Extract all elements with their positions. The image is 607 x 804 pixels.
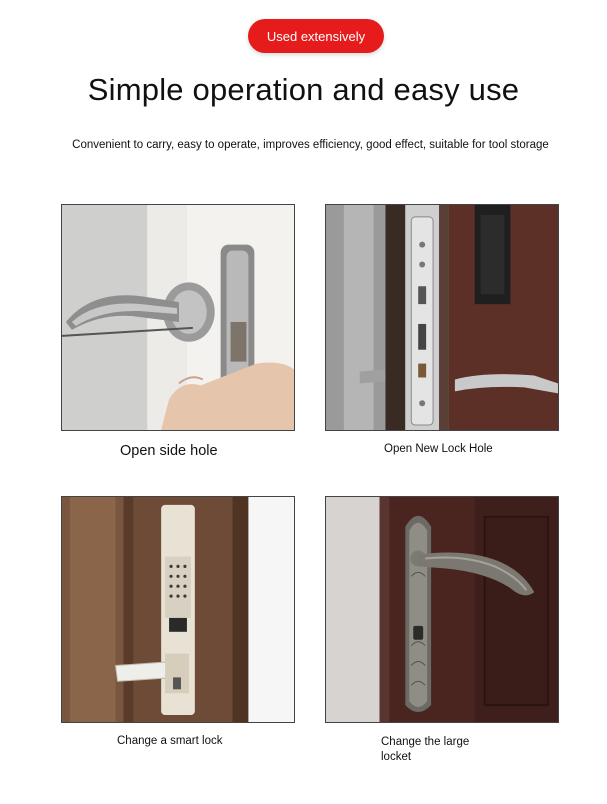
used-extensively-badge: Used extensively — [248, 19, 384, 53]
smart-lock-mortise-photo — [325, 204, 559, 431]
caption-open-new-lock-hole: Open New Lock Hole — [384, 443, 493, 455]
caption-change-large-locket — [381, 735, 469, 765]
caption-line-2: locket — [381, 751, 412, 763]
smart-lock-keypad-photo — [61, 496, 295, 723]
caption-line-1: Change the large — [381, 736, 470, 748]
page-title: Simple operation and easy use — [87, 72, 520, 107]
caption-change-smart-lock: Change a smart lock — [117, 735, 223, 747]
ornate-handle-plate-photo — [325, 496, 559, 723]
page-subtitle: Convenient to carry, easy to operate, improves efficiency, good effect, suitable for tool storage — [72, 139, 549, 151]
lever-handle-side-hole-photo — [61, 204, 295, 431]
caption-open-side-hole: Open side hole — [120, 443, 218, 459]
